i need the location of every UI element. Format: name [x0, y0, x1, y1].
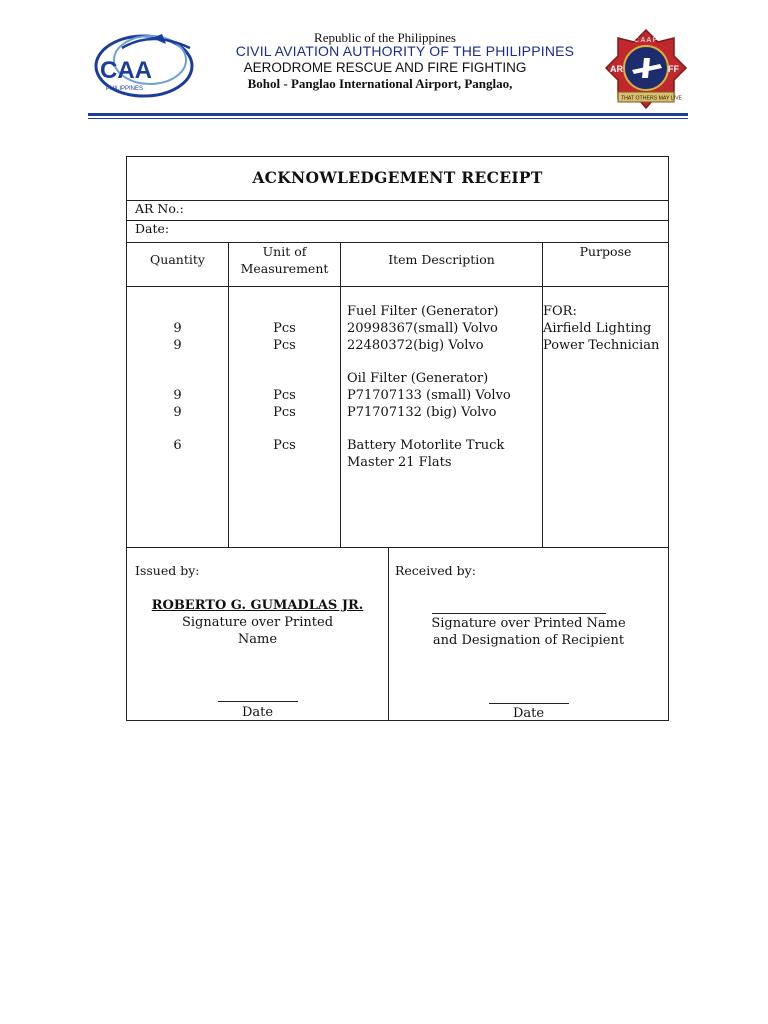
- recipient-date-label: Date: [512, 706, 545, 721]
- description-line: Fuel Filter (Generator): [347, 304, 499, 319]
- quantity-cell: 9: [173, 404, 182, 420]
- description-line: 22480372(big) Volvo: [347, 337, 484, 353]
- svg-text:CAA: CAA: [100, 57, 152, 84]
- svg-text:FF: FF: [668, 64, 679, 74]
- description-line: Oil Filter (Generator): [347, 371, 489, 387]
- quantity-cell: 9: [173, 337, 182, 353]
- svg-text:AR: AR: [610, 64, 623, 74]
- column-header-unit-line2: Measurement: [240, 261, 329, 276]
- issuer-signature-caption-line1: Signature over Printed: [181, 615, 334, 630]
- description-line: Master 21 Flats: [347, 455, 452, 471]
- divider: [127, 200, 668, 201]
- unit-cell: Pcs: [273, 337, 296, 353]
- unit-cell: Pcs: [273, 320, 296, 336]
- acknowledgement-receipt-form: [126, 156, 669, 721]
- column-header-quantity: Quantity: [150, 252, 205, 267]
- quantity-cell: 9: [173, 388, 182, 403]
- arff-emblem-icon: [604, 28, 688, 112]
- unit-cell: Pcs: [273, 438, 296, 454]
- form-title: ACKNOWLEDGEMENT RECEIPT: [252, 168, 543, 187]
- recipient-signature-caption-line1: Signature over Printed Name: [431, 616, 626, 631]
- description-line: P71707133 (small) Volvo: [347, 388, 511, 403]
- header-rule-thick: [88, 113, 688, 116]
- column-header-unit-line1: Unit of: [262, 244, 307, 259]
- description-line: Battery Motorlite Truck: [347, 438, 505, 454]
- quantity-cell: 6: [173, 438, 182, 454]
- purpose-line: Power Technician: [543, 337, 660, 353]
- header-country: Republic of the Philippines: [314, 30, 456, 45]
- issuer-name: ROBERTO G. GUMADLAS JR.: [151, 598, 364, 613]
- divider: [127, 286, 668, 287]
- header-location: Bohol - Panglao International Airport, Panglao,: [247, 76, 513, 91]
- quantity-cell: 9: [173, 320, 182, 336]
- description-line: 20998367(small) Volvo: [347, 320, 498, 336]
- unit-cell: Pcs: [273, 388, 296, 403]
- header-rule-thin: [88, 118, 688, 119]
- received-by-label: Received by:: [395, 563, 476, 578]
- recipient-date-line: [489, 703, 569, 704]
- purpose-line: FOR:: [543, 304, 577, 319]
- issuer-date-line: [218, 701, 298, 702]
- divider: [127, 547, 668, 548]
- column-header-description: Item Description: [388, 252, 495, 267]
- header-agency: CIVIL AVIATION AUTHORITY OF THE PHILIPPINES: [235, 43, 575, 59]
- date-label: Date:: [135, 221, 170, 236]
- recipient-signature-caption-line2: and Designation of Recipient: [432, 633, 625, 648]
- svg-text:PHILIPPINES: PHILIPPINES: [106, 86, 144, 92]
- purpose-line: Airfield Lighting: [543, 320, 652, 336]
- unit-cell: Pcs: [273, 404, 296, 420]
- svg-text:THAT OTHERS MAY LIVE: THAT OTHERS MAY LIVE: [621, 95, 683, 102]
- header-unit: AERODROME RESCUE AND FIRE FIGHTING: [243, 60, 527, 75]
- recipient-signature-line: [432, 613, 606, 614]
- divider: [127, 220, 668, 221]
- issuer-signature-caption-line2: Name: [237, 632, 278, 647]
- issued-by-label: Issued by:: [135, 563, 200, 578]
- divider: [542, 242, 543, 547]
- svg-text:C A A P: C A A P: [634, 37, 658, 44]
- letterhead: [0, 0, 768, 125]
- issuer-date-label: Date: [241, 705, 274, 720]
- column-header-purpose: Purpose: [579, 244, 632, 259]
- description-line: P71707132 (big) Volvo: [347, 404, 497, 420]
- divider: [340, 242, 341, 547]
- ar-no-label: AR No.:: [135, 201, 184, 216]
- caa-logo-icon: [92, 28, 196, 100]
